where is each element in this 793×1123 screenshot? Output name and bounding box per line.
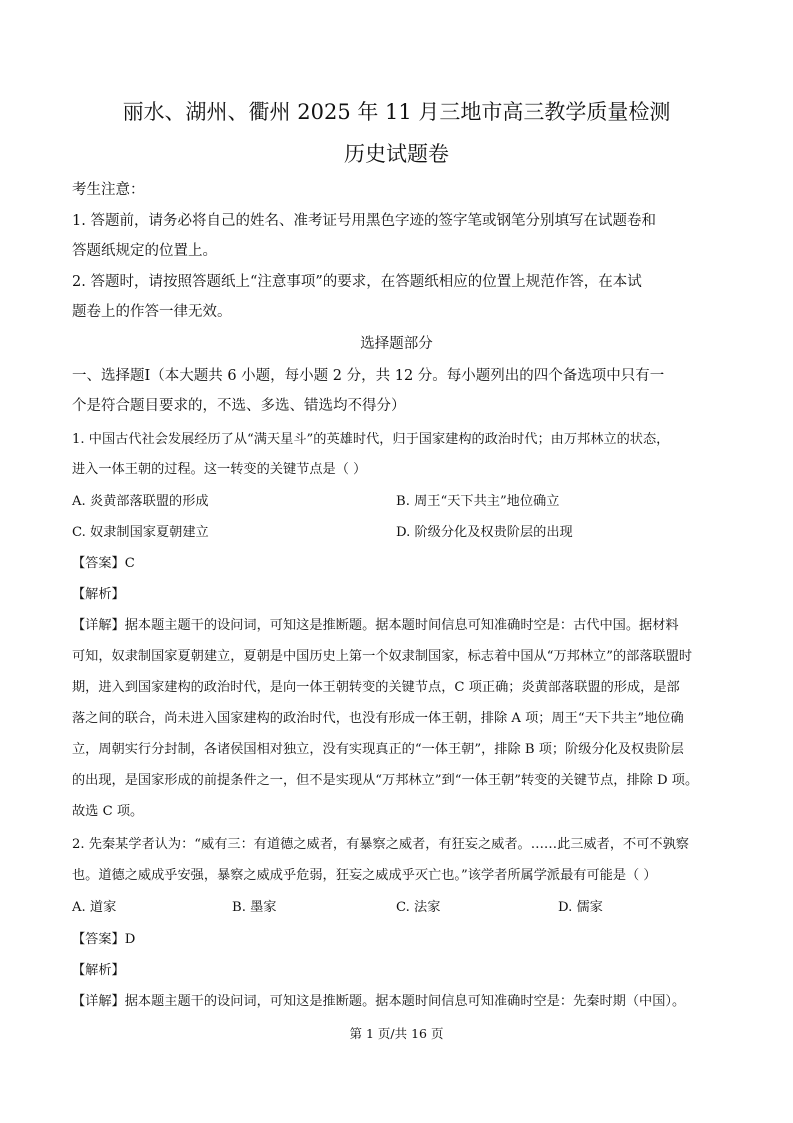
exam-subtitle: 历史试题卷	[344, 142, 449, 166]
q2-option-b: B. 墨家	[232, 900, 277, 915]
q1-answer: 【答案】C	[72, 556, 135, 571]
q1-detail-line: 期，进入到国家建构的政治时代，是向一体王朝转变的关键节点，C 项正确；炎黄部落联盟的形成，是部	[72, 680, 680, 695]
q1-option-a: A. 炎黄部落联盟的形成	[72, 494, 209, 509]
exam-title: 丽水、湖州、衢州 2025 年 11 月三地市高三教学质量检测	[122, 100, 671, 124]
section-instructions: 一、选择题Ⅰ（本大题共 6 小题，每小题 2 分，共 12 分。每小题列出的四个备选项中只有一	[72, 368, 665, 384]
q1-detail-line: 立，周朝实行分封制，各诸侯国相对独立，没有实现真正的“一体王朝”，排除 B 项；阶级分化及权贵阶层	[72, 742, 684, 757]
notice-item-2: 2. 答题时，请按照答题纸上“注意事项”的要求，在答题纸相应的位置上规范作答，在本试	[72, 274, 642, 290]
q1-analysis-label: 【解析】	[72, 587, 125, 602]
notice-item-2-cont: 题卷上的作答一律无效。	[72, 304, 232, 320]
section-title: 选择题部分	[360, 336, 433, 352]
q1-detail-line: 的出现，是国家形成的前提条件之一，但不是实现从“万邦林立”到“一体王朝”转变的关键节点，排除 D 项。	[72, 773, 699, 788]
question-2-stem: 2. 先秦某学者认为：“威有三：有道德之威者，有暴察之威者，有狂妄之威者。……此三威者，不可不孰察	[72, 837, 689, 852]
q1-option-d: D. 阶级分化及权贵阶层的出现	[396, 525, 573, 540]
q1-detail-line: 【详解】据本题主题干的设问词，可知这是推断题。据本题时间信息可知准确时空是：古代中国。据材料	[72, 618, 679, 633]
q1-detail-line: 可知，奴隶制国家夏朝建立，夏朝是中国历史上第一个奴隶制国家，标志着中国从“万邦林立”的部落联盟时	[72, 649, 693, 664]
section-instructions-cont: 个是符合题目要求的，不选、多选、错选均不得分）	[72, 398, 406, 414]
question-1-stem: 1. 中国古代社会发展经历了从“满天星斗”的英雄时代，归于国家建构的政治时代；由万邦林立的状态，	[72, 432, 670, 447]
question-2-stem-cont: 也。道德之威成乎安强，暴察之威成乎危弱，狂妄之威成乎灭亡也。”该学者所属学派最有可能是（ ）	[72, 868, 657, 883]
q2-option-c: C. 法家	[396, 900, 441, 915]
q1-detail-line: 故选 C 项。	[72, 804, 144, 819]
q2-answer: 【答案】D	[72, 932, 136, 947]
notice-item-1: 1. 答题前，请务必将自己的姓名、准考证号用黑色字迹的签字笔或钢笔分别填写在试题卷和	[72, 213, 656, 229]
q2-option-d: D. 儒家	[558, 900, 603, 915]
question-1-stem-cont: 进入一体王朝的过程。这一转变的关键节点是（ ）	[72, 462, 367, 477]
notice-item-1-cont: 答题纸规定的位置上。	[72, 243, 217, 259]
q2-detail-line: 【详解】据本题主题干的设问词，可知这是推断题。据本题时间信息可知准确时空是：先秦时期（中国）。	[72, 994, 686, 1009]
q1-option-c: C. 奴隶制国家夏朝建立	[72, 525, 209, 540]
notice-heading: 考生注意：	[72, 182, 145, 198]
q1-detail-line: 落之间的联合，尚未进入国家建构的政治时代，也没有形成一体王朝，排除 A 项；周王“天下共主”地位确	[72, 711, 684, 726]
q2-analysis-label: 【解析】	[72, 963, 125, 978]
q2-option-a: A. 道家	[72, 900, 117, 915]
q1-option-b: B. 周王“天下共主”地位确立	[396, 494, 560, 509]
page-number: 第 1 页/共 16 页	[349, 1026, 444, 1041]
